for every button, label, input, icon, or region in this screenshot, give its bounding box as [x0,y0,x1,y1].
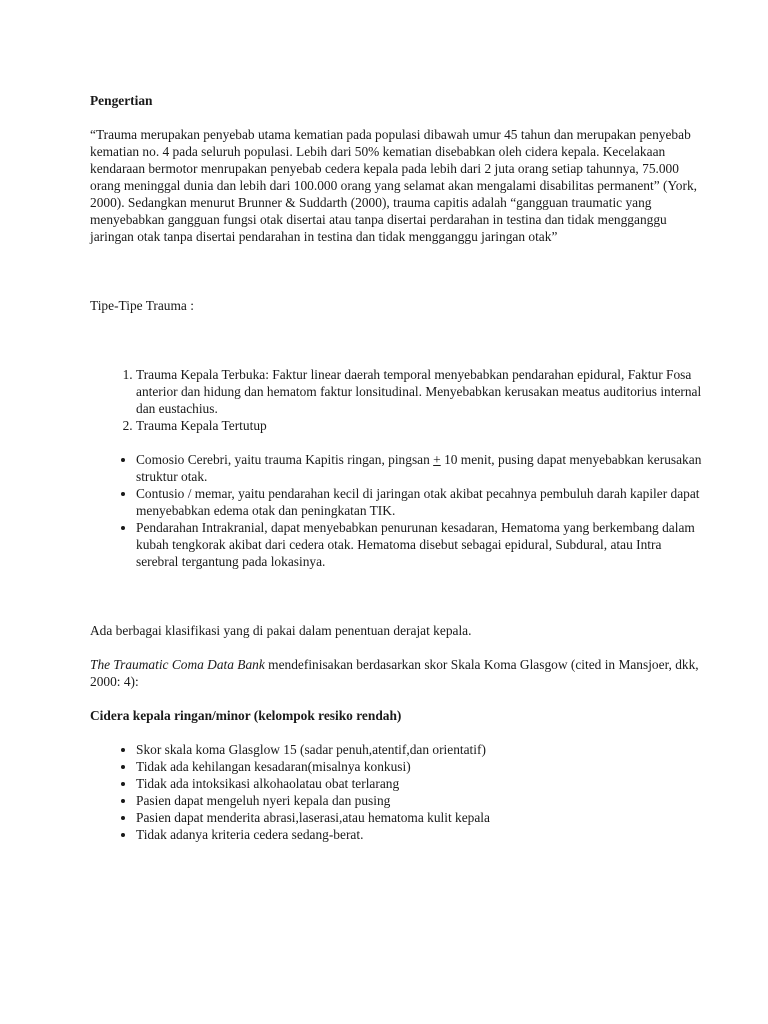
section-heading-pengertian: Pengertian [90,93,153,108]
plus-minus-sign: + [433,452,441,467]
trauma-numbered-list [90,366,702,434]
trauma-bullet-list [90,451,702,570]
bullet-text: Comosio Cerebri, yaitu trauma Kapitis ringan, pingsan [136,452,434,467]
bullet-text: 10 menit, pusing dapat menyebabkan kerusakan struktur otak. [136,452,702,484]
list-item: • Pasien dapat mengeluh nyeri kepala dan pusing [136,792,702,809]
list-item: • Tidak ada kehilangan kesadaran(misalnya konkusi) [136,758,702,775]
tcdb-italic-title: The Traumatic Coma Data Bank [90,657,265,672]
ringan-bullet-list [90,741,702,843]
intro-paragraph: “Trauma merupakan penyebab utama kematian pada populasi dibawah umur 45 tahun dan merupakan penyebab kematian no. 4 pada seluruh populasi. Lebih dari 50% kematian disebabkan oleh cidera kepala. Kecelakaan kendaraan bermotor menrupakan penyebab cedera kepala pada lebih dari 2 juta orang setiap tahunnya, 75.000 orang meninggal dunia dan lebih dari 100.000 orang yang selamat akan mengalami disabilitas permanent” (York, 2000). Sedangkan menurut Brunner & Suddarth (2000), trauma capitis adalah “gangguan traumatic yang menyebabkan gangguan fungsi otak disertai atau tanpa disertai perdarahan in testina dan tidak mengganggu jaringan otak tanpa disertai pendarahan in testina dan tidak mengganggu jaringan otak” [90,127,698,244]
list-item: 2. Trauma Kepala Tertutup [136,417,702,434]
list-item: • Contusio / memar, yaitu pendarahan kecil di jaringan otak akibat pecahnya pembuluh darah kapiler dapat menyebabkan edema otak dan peningkatan TIK. [136,485,702,519]
list-item: • Pendarahan Intrakranial, dapat menyebabkan penurunan kesadaran, Hematoma yang berkembang dalam kubah tengkorak akibat dari cedera otak. Hematoma disebut sebagai epidural, Subdural, atau Intra serebral tergantung pada lokasinya. [136,519,702,570]
list-item: • Tidak ada intoksikasi alkohaolatau obat terlarang [136,775,702,792]
document-page [90,92,702,843]
list-item: • Tidak adanya kriteria cedera sedang-berat. [136,826,702,843]
klasifikasi-paragraph: Ada berbagai klasifikasi yang di pakai dalam penentuan derajat kepala. [90,623,472,638]
cidera-ringan-heading: Cidera kepala ringan/minor (kelompok resiko rendah) [90,708,402,723]
list-item: 1. Trauma Kepala Terbuka: Faktur linear daerah temporal menyebabkan pendarahan epidural, Faktur Fosa anterior dan hidung dan hematom faktur lonsitudinal. Menyebabkan kerusakan meatus auditorius internal dan eustachius. [136,366,702,417]
list-item [136,451,702,485]
tcdb-text: mendefinisakan berdasarkan skor Skala Koma Glasgow (cited in Mansjoer, dkk, 2000: 4): [90,657,699,689]
tcdb-paragraph [90,656,702,690]
list-item: • Skor skala koma Glasglow 15 (sadar penuh,atentif,dan orientatif) [136,741,702,758]
tipe-trauma-title: Tipe-Tipe Trauma : [90,298,194,313]
list-item: • Pasien dapat menderita abrasi,laserasi,atau hematoma kulit kepala [136,809,702,826]
